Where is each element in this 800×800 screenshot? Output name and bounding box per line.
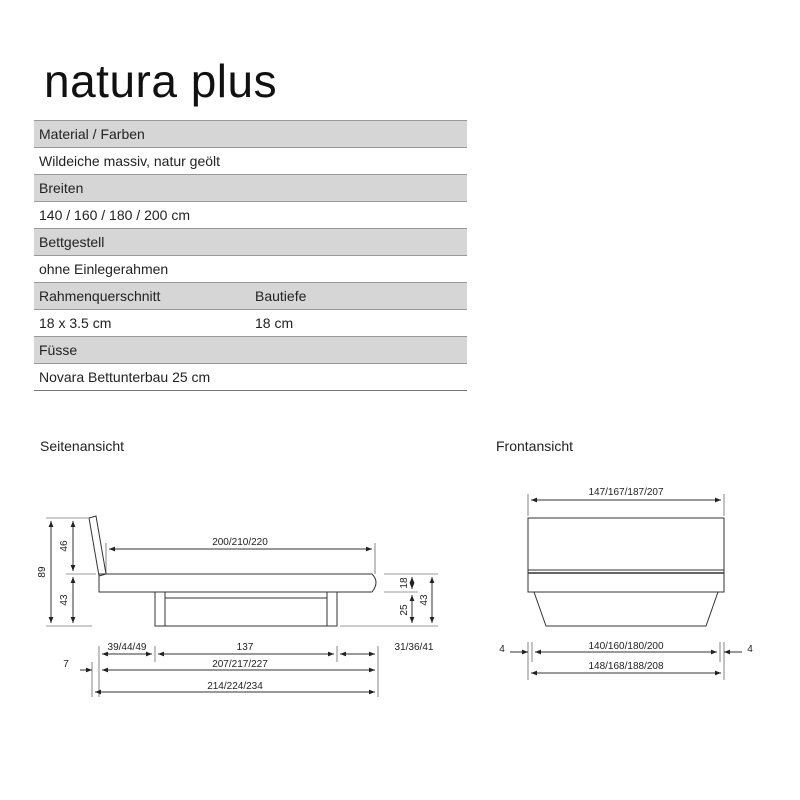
side-dim-25: 25	[399, 604, 410, 616]
material-label: Material / Farben	[39, 126, 145, 142]
front-headboard	[528, 518, 724, 570]
material-value: Wildeiche massiv, natur geölt	[39, 153, 221, 169]
bettgestell-label: Bettgestell	[39, 234, 105, 250]
front-dim-inner: 140/160/180/200	[588, 641, 664, 652]
bautiefe-label: Bautiefe	[255, 288, 307, 304]
side-view-label: Seitenansicht	[40, 438, 125, 454]
bautiefe-value: 18 cm	[255, 315, 294, 331]
side-frame	[99, 574, 376, 592]
front-view-drawing	[510, 494, 742, 680]
front-dim-left: 4	[499, 644, 505, 655]
side-dim-foot-offset: 31/36/41	[394, 642, 434, 653]
breiten-label: Breiten	[39, 180, 84, 196]
side-base	[155, 592, 337, 626]
side-dim-length: 200/210/220	[212, 537, 268, 548]
front-dim-bottom: 148/168/188/208	[588, 661, 664, 672]
front-view-labels	[499, 487, 753, 672]
side-headboard	[89, 516, 106, 576]
rahmen-label: Rahmenquerschnitt	[39, 288, 161, 304]
side-dim-total: 214/224/234	[207, 681, 263, 692]
side-dim-mid: 207/217/227	[212, 659, 268, 670]
bettgestell-value: ohne Einlegerahmen	[39, 261, 169, 277]
breiten-value: 140 / 160 / 180 / 200 cm	[39, 207, 190, 223]
side-dim-46: 46	[59, 540, 70, 552]
front-view-label: Frontansicht	[496, 438, 574, 454]
front-dim-top: 147/167/187/207	[588, 487, 664, 498]
fuesse-value: Novara Bettunterbau 25 cm	[39, 369, 211, 385]
side-dim-137: 137	[236, 642, 254, 653]
side-dim-head-offset: 39/44/49	[107, 642, 147, 653]
side-dim-7: 7	[63, 659, 69, 670]
fuesse-label: Füsse	[39, 342, 78, 358]
rahmen-value: 18 x 3.5 cm	[39, 315, 112, 331]
side-dim-89: 89	[37, 566, 48, 578]
side-dim-18: 18	[399, 577, 410, 589]
side-dim-43a: 43	[59, 594, 70, 606]
front-dim-right: 4	[747, 644, 753, 655]
front-base	[534, 592, 718, 626]
product-title: natura plus	[44, 55, 278, 107]
side-dim-43b: 43	[419, 594, 430, 606]
